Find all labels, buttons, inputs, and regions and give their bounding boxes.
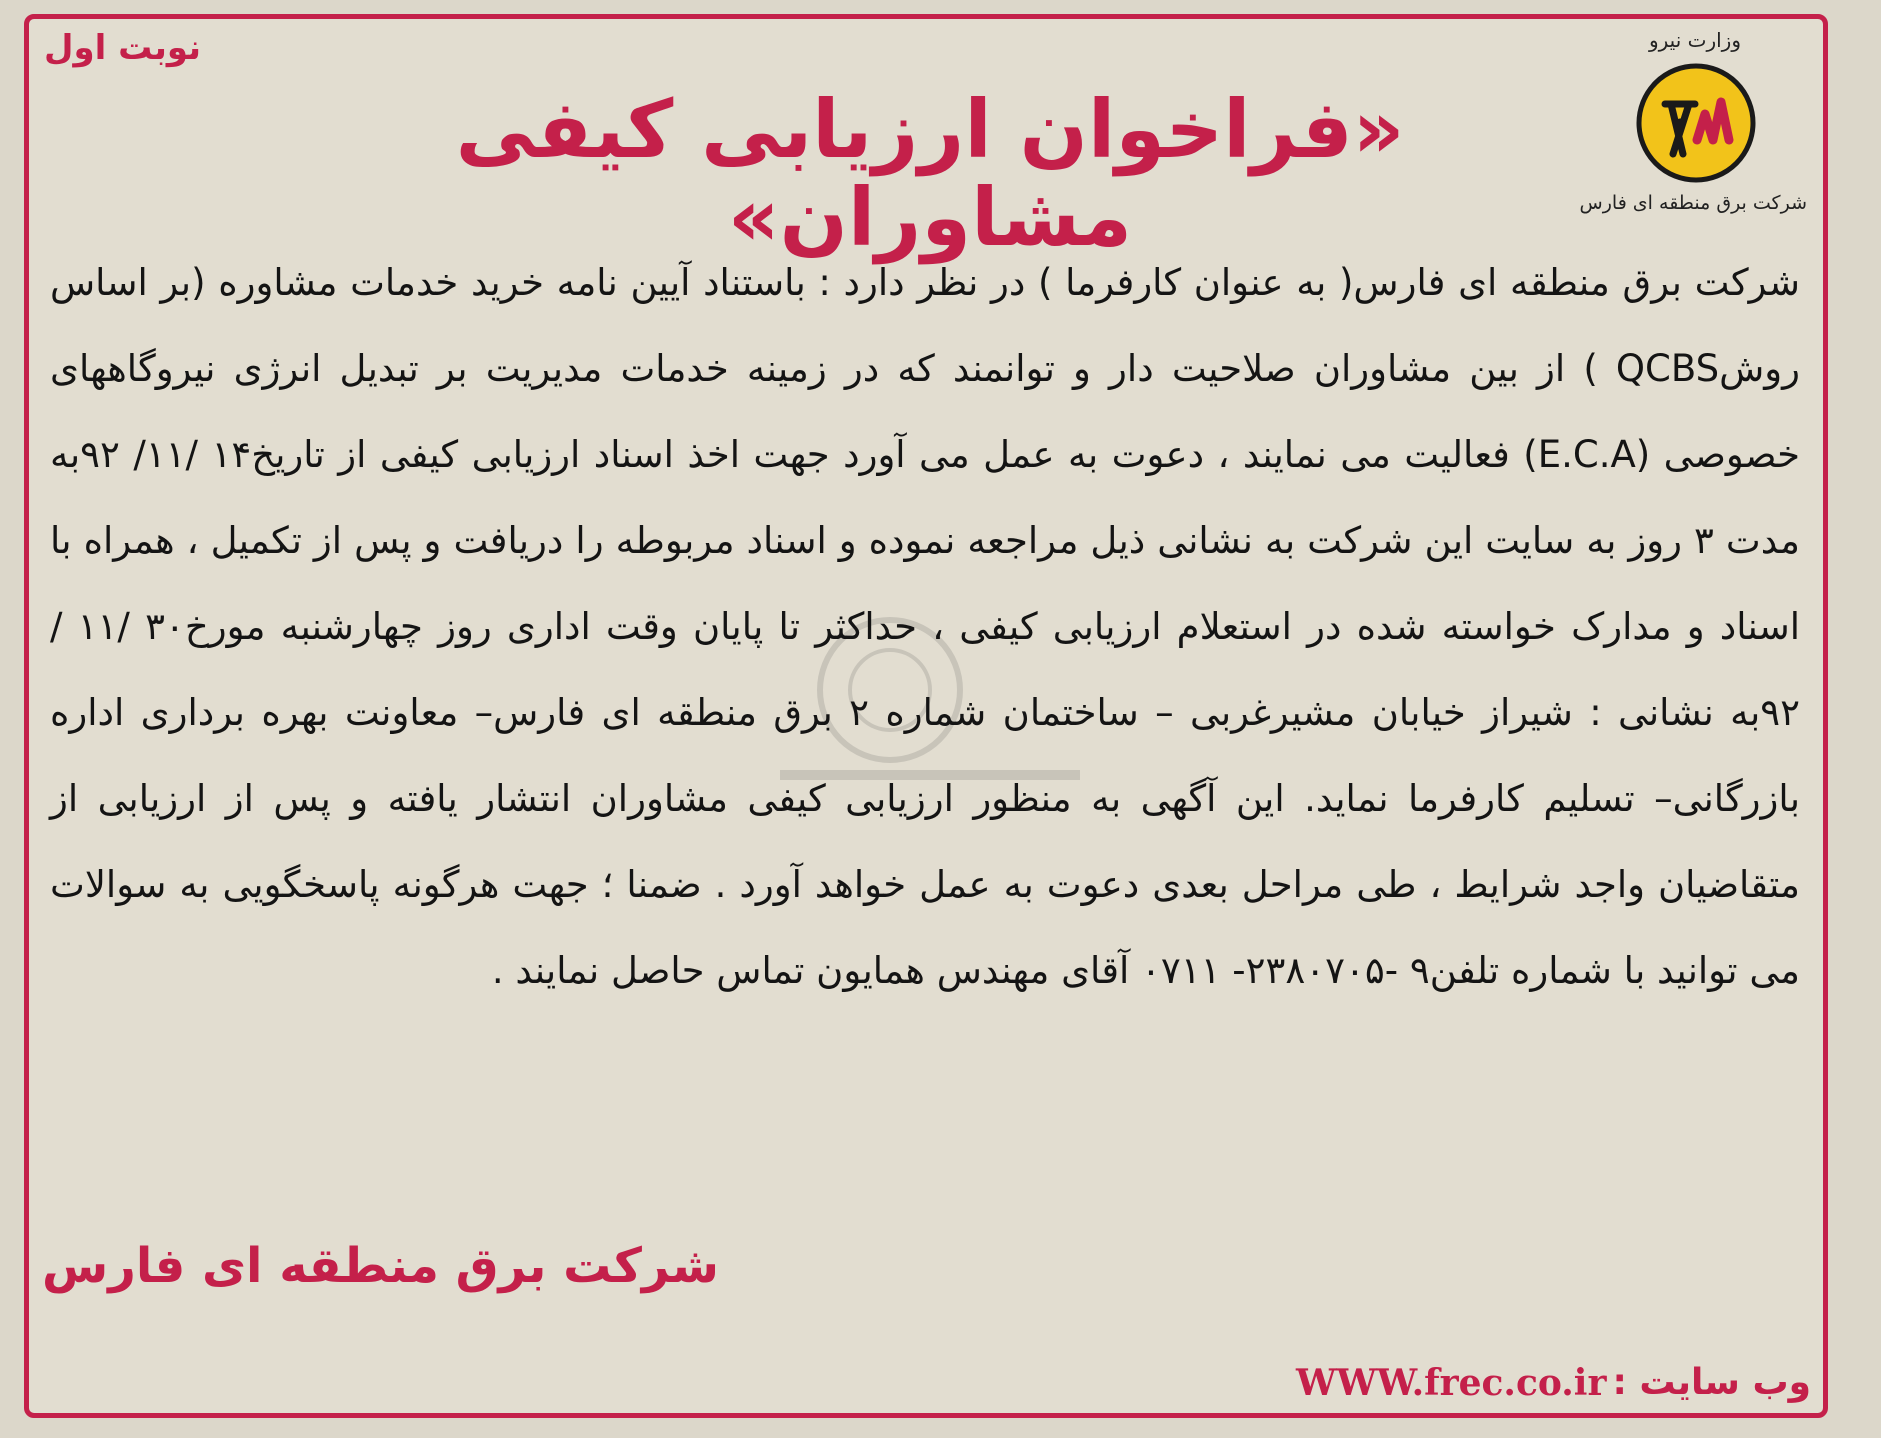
- ministry-label: وزارت نیرو: [1648, 28, 1741, 52]
- ad-title: «فراخوان ارزیابی کیفی مشاوران»: [455, 83, 1405, 264]
- power-tower-logo-icon: [1635, 62, 1757, 184]
- website-line: [1296, 1362, 1811, 1404]
- ad-body-text: شرکت برق منطقه ای فارس( به عنوان کارفرما ) در نظر دارد : باستناد آیین نامه خرید خدمات مشاوره (بر اساس روشQCBS ) از بین مشاوران صلاحیت دار و توانمند که در زمینه خدمات مدیریت بر تبدیل انرژی نیروگاههای خصوصی (E.C.A) فعالیت می نمایند ، دعوت به عمل می آورد جهت اخذ اسناد ارزیابی کیفی از تاریخ۱۴ /۱۱/ ۹۲به مدت ۳ روز به سایت این شرکت به نشانی ذیل مراجعه نموده و اسناد مربوطه را دریافت و پس از تکمیل ، همراه با اسناد و مدارک خواسته شده در استعلام ارزیابی کیفی ، حداکثر تا پایان وقت اداری روز چهارشنبه مورخ۳۰ /۱۱ /۹۲به نشانی : شیراز خیابان مشیرغربی – ساختمان شماره ۲ برق منطقه ای فارس– معاونت بهره برداری اداره بازرگانی– تسلیم کارفرما نماید. این آگهی به منظور ارزیابی کیفی مشاوران انتشار یافته و پس از ارزیابی از متقاضیان واجد شرایط ، طی مراحل بعدی دعوت به عمل خواهد آورد . ضمنا ؛ جهت هرگونه پاسخگویی به سوالات می توانید با شماره تلفن۹ -۲۳۸۰۷۰۵- ۰۷۱۱ آقای مهندس همایون تماس حاصل نمایند .: [50, 261, 1801, 992]
- company-logo-caption: شرکت برق منطقه ای فارس: [1579, 192, 1807, 214]
- company-signature: شرکت برق منطقه ای فارس: [42, 1238, 719, 1294]
- website-link[interactable]: WWW.frec.co.ir: [1295, 1362, 1607, 1404]
- website-label: وب سایت :: [1612, 1362, 1811, 1403]
- publication-round: نوبت اول: [44, 28, 201, 68]
